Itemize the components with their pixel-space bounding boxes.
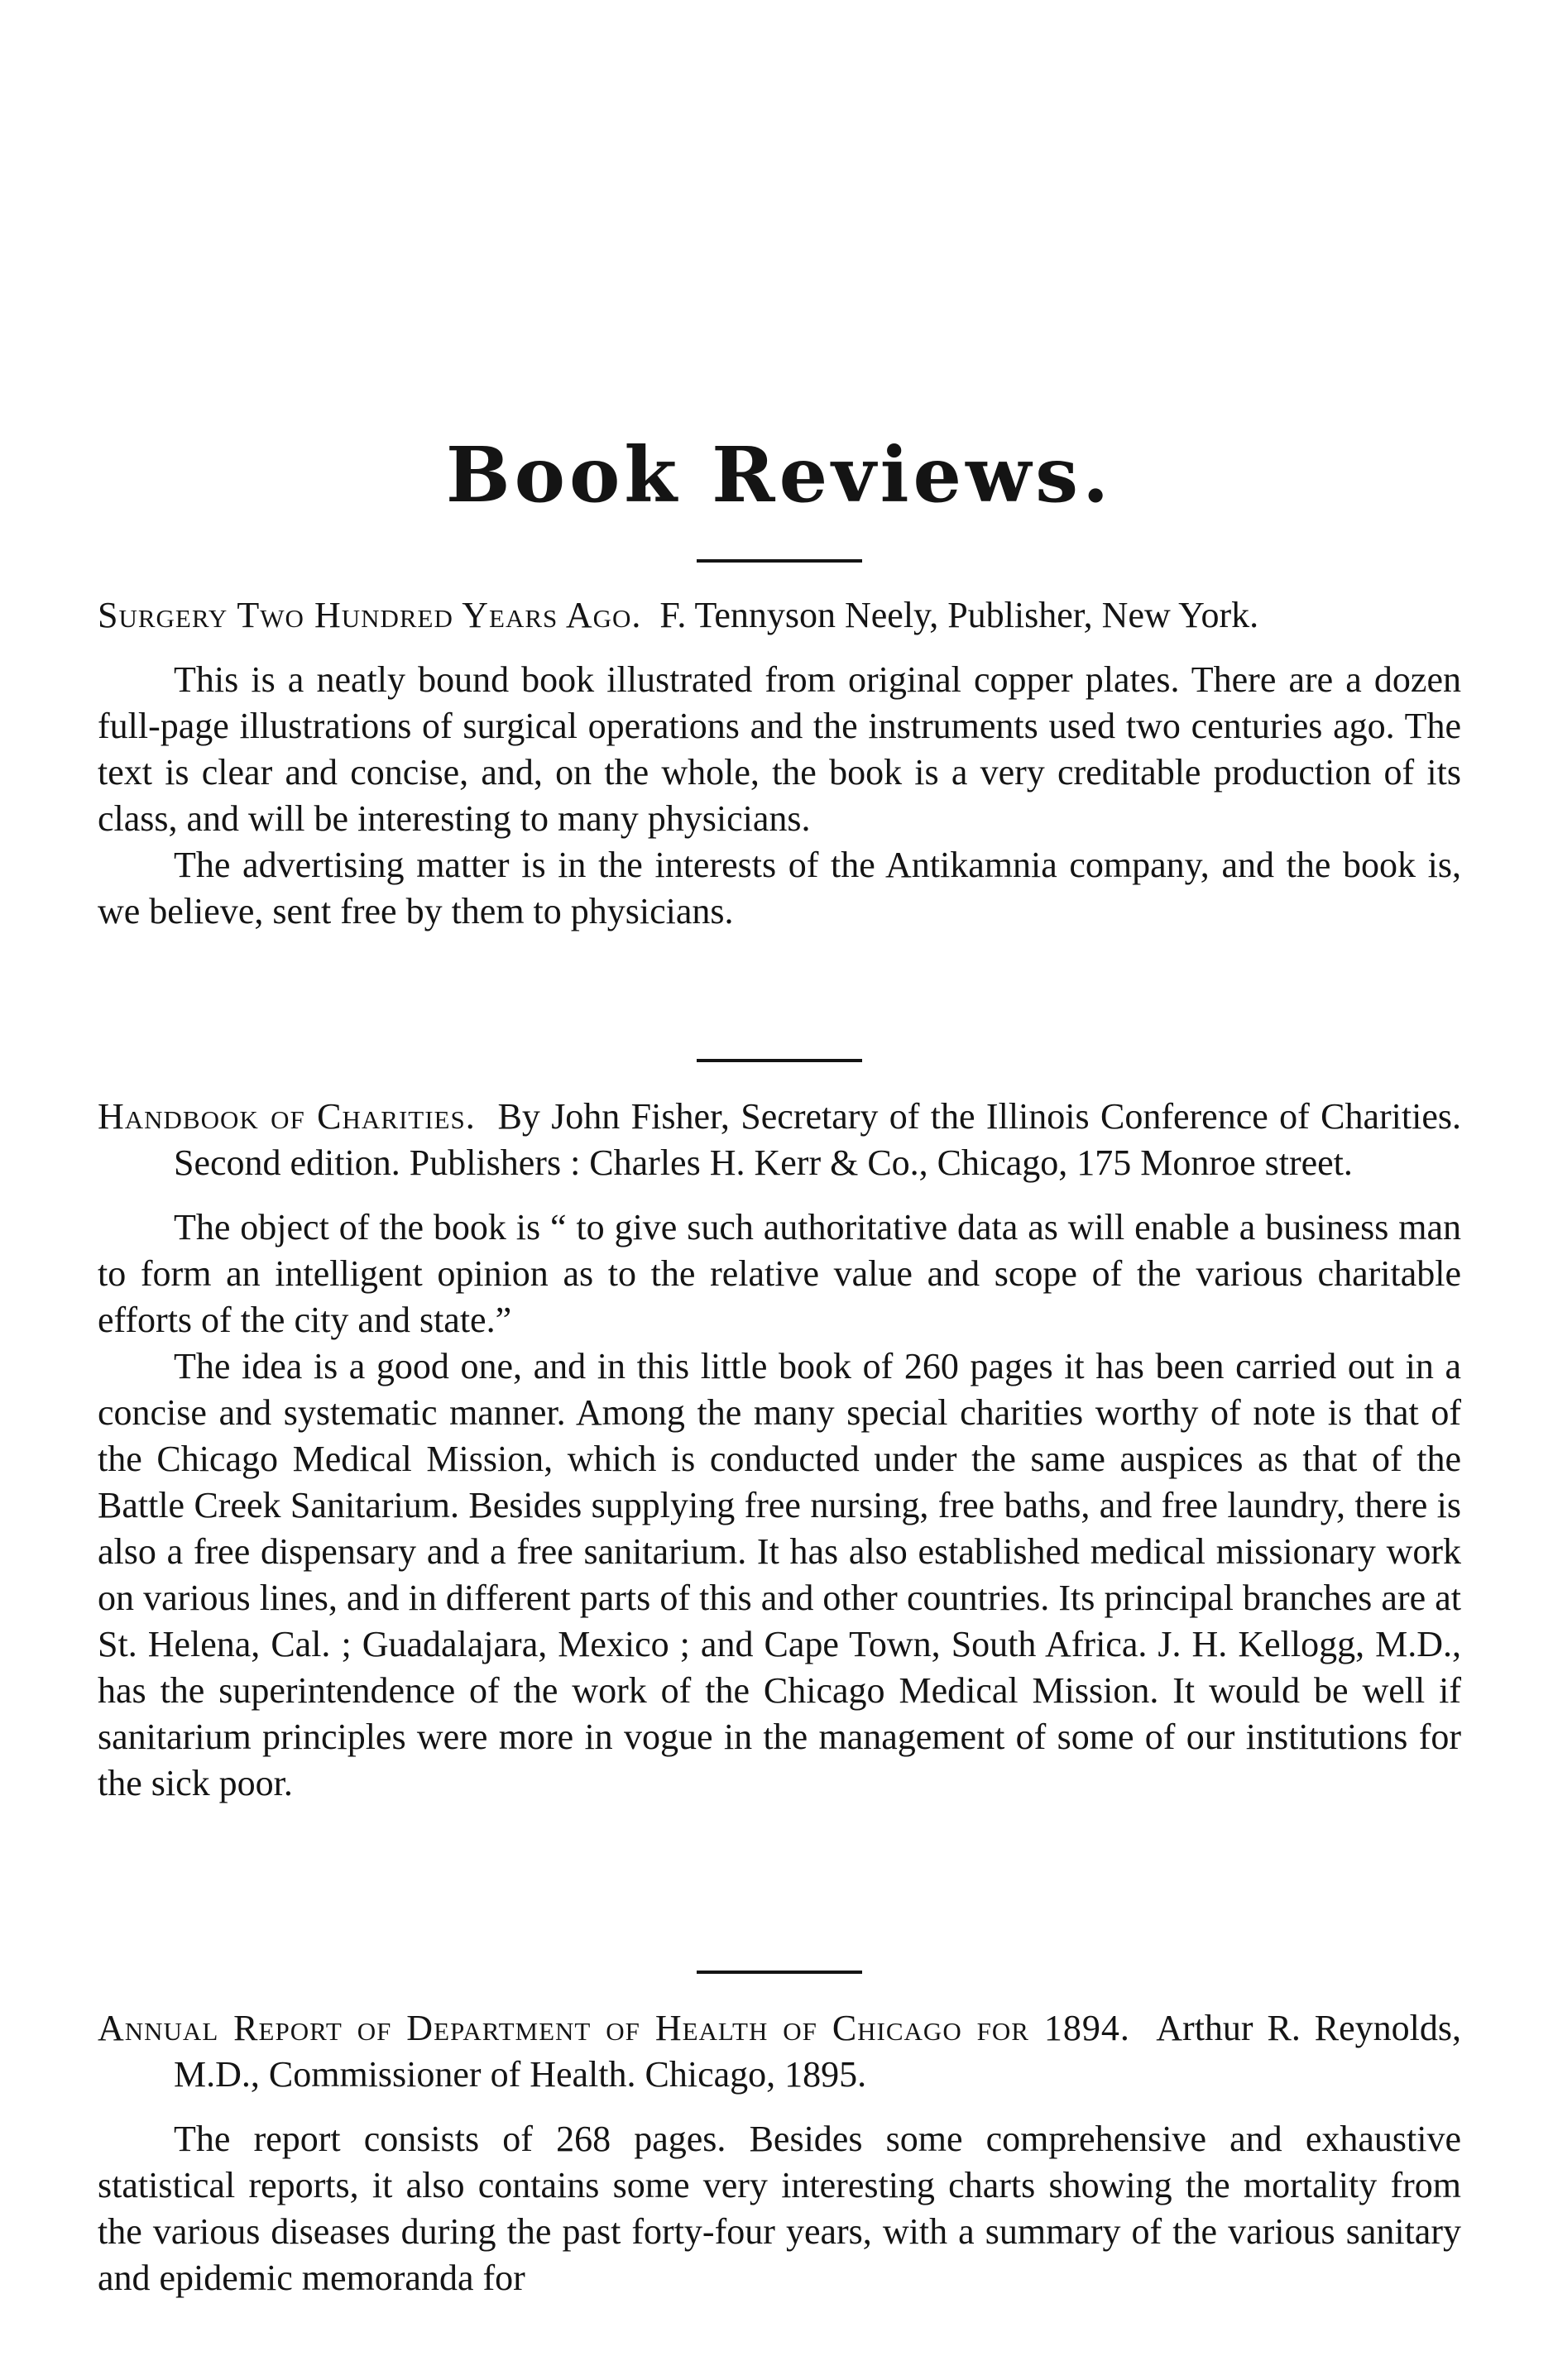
review-title: Surgery Two Hundred Years Ago.: [98, 595, 642, 635]
review-1: [98, 592, 1461, 935]
review-heading: [98, 1094, 1461, 1186]
review-paragraph: The object of the book is “ to give such authoritative data as will enable a business man to form an intelligent opinion as to the relative value and scope of the various charitable efforts of the city and state.”: [98, 1207, 1461, 1340]
divider: [697, 1059, 862, 1062]
review-heading: [98, 2005, 1461, 2098]
review-title: Annual Report of Department of Health of Chicago for 1894.: [98, 2008, 1130, 2048]
review-citation: By John Fisher, Secretary of the Illinois Conference of Charities. Second edition. Publishers : Charles H. Kerr & Co., Chicago, 175 Monroe street.: [174, 1096, 1462, 1183]
review-3: [98, 2005, 1461, 2301]
review-paragraph: The report consists of 268 pages. Besides some comprehensive and exhaustive statistical reports, it also contains some very interesting charts showing the mortality from the various diseases during the past forty-four years, with a summary of the various sanitary and epidemic memoranda for: [98, 2119, 1461, 2298]
review-citation: F. Tennyson Neely, Publisher, New York.: [659, 595, 1259, 635]
review-paragraph: The idea is a good one, and in this little book of 260 pages it has been carried out in a concise and systematic manner. Among the many special charities worthy of note is that of the Chicago Medical Mission, which is conducted under the same auspices as that of the Battle Creek Sanitarium. Besides supplying free nursing, free baths, and free laundry, there is also a free dispensary and a free sanitarium. It has also established medical missionary work on various lines, and in different parts of this and other countries. Its principal branches are at St. Helena, Cal. ; Guadalajara, Mexico ; and Cape Town, South Africa. J. H. Kellogg, M.D., has the superintendence of the work of the Chicago Medical Mission. It would be well if sanitarium principles were more in vogue in the management of some of our institutions for the sick poor.: [98, 1346, 1461, 1803]
divider: [697, 559, 862, 563]
review-citation: Arthur R. Reynolds, M.D., Commissioner of Health. Chicago, 1895.: [174, 2008, 1461, 2095]
review-paragraph: The advertising matter is in the interests of the Antikamnia company, and the book is, we believe, sent free by them to physicians.: [98, 845, 1461, 931]
review-title: Handbook of Charities.: [98, 1096, 476, 1137]
page-title: Book Reviews.: [445, 430, 1114, 520]
review-2: [98, 1094, 1461, 1807]
review-paragraph: This is a neatly bound book illustrated from original copper plates. There are a dozen full-page illustrations of surgical operations and the instruments used two centuries ago. The text is clear and concise, and, on the whole, the book is a very creditable production of its class, and will be interesting to many physicians.: [98, 659, 1461, 839]
divider: [697, 1971, 862, 1974]
review-heading: [98, 592, 1461, 639]
